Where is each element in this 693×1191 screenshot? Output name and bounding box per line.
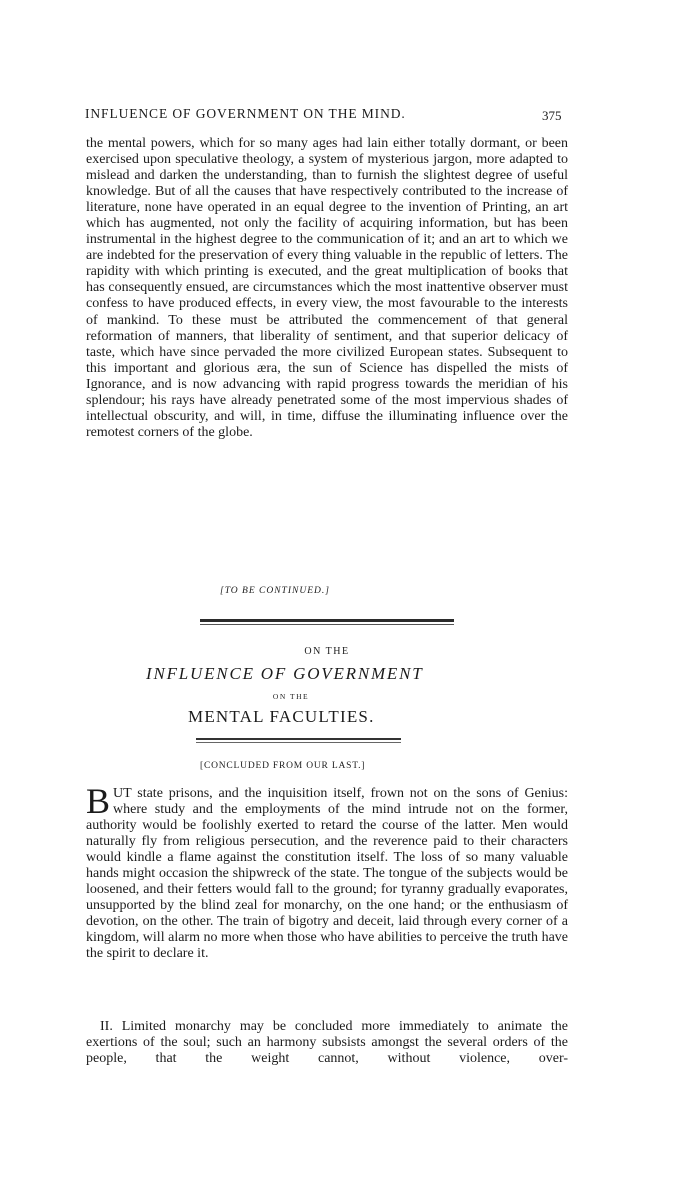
title-divider-bottom: [196, 742, 401, 743]
section-divider-thin: [200, 624, 454, 625]
body-paragraph-second-article: UT state prisons, and the inquisition itself, frown not on the sons of Genius: where study and the employments of the mind intrude not on the former, authority would be foolishly exerted to retard the course of the latter. Men would naturally fly from religious persecution, and the reverence paid to their characters would kindle a flame against the constitution itself. The loss of so many valuable hands might occasion the shipwreck of the state. The tongue of the subjects would be loosened, and their fetters would fall to the ground; for tyranny gradually evaporates, unsupported by the blind zeal for monarchy, on the one hand; or the enthusiasm of devotion, on the other. The train of bigotry and deceit, laid through every corner of a kingdom, will alarm no more when those who have abilities to perceive the truth have the spirit to declare it.: [86, 786, 568, 962]
article-title: INFLUENCE OF GOVERNMENT: [146, 664, 424, 683]
drop-cap: B: [86, 781, 111, 821]
title-divider-top: [196, 738, 401, 740]
concluded-note: [CONCLUDED FROM OUR LAST.]: [200, 761, 366, 771]
article-preamble: ON THE: [304, 646, 350, 657]
body-paragraph-first-article: the mental powers, which for so many ages had lain either totally dormant, or been exercised upon speculative theology, a system of mysterious jargon, more adapted to mislead and darken the understanding, than to furnish the slightest degree of useful knowledge. But of all the causes that have respectively contributed to the increase of literature, none have operated in an equal degree to the invention of Printing, an art which has augmented, not only the facility of acquiring information, but has been instrumental in the highest degree to the communication of it; and an art to which we are indebted for the preservation of every thing valuable in the republic of letters. The rapidity with which printing is executed, and the great multiplication of books that has consequently ensued, are circumstances which the most inattentive observer must confess to have produced effects, in every view, the most favourable to the interests of mankind. To these must be attributed the commencement of that general reformation of manners, that liberality of sentiment, and that superior delicacy of taste, which have since pervaded the more civilized European states. Subsequent to this important and glorious æra, the sun of Science has dispelled the mists of Ignorance, and is now advancing with rapid progress towards the meridian of his splendour; his rays have already penetrated some of the most impervious shades of intellectual obscurity, and will, in time, diffuse the illuminating influence over the remotest corners of the globe.: [86, 136, 568, 440]
body-paragraph-limited-monarchy: II. Limited monarchy may be concluded more immediately to animate the exertions of the soul; such an harmony subsists amongst the several orders of the people, that the weight cannot, without violence, over-: [86, 1019, 568, 1067]
running-head: INFLUENCE OF GOVERNMENT ON THE MIND.: [85, 106, 406, 121]
section-divider-thick: [200, 619, 454, 622]
article-connector: ON THE: [272, 692, 310, 701]
second-article-body: [86, 781, 568, 963]
page-number: 375: [542, 108, 562, 123]
to-be-continued-note: [TO BE CONTINUED.]: [220, 586, 330, 596]
article-subtitle: MENTAL FACULTIES.: [188, 707, 375, 726]
